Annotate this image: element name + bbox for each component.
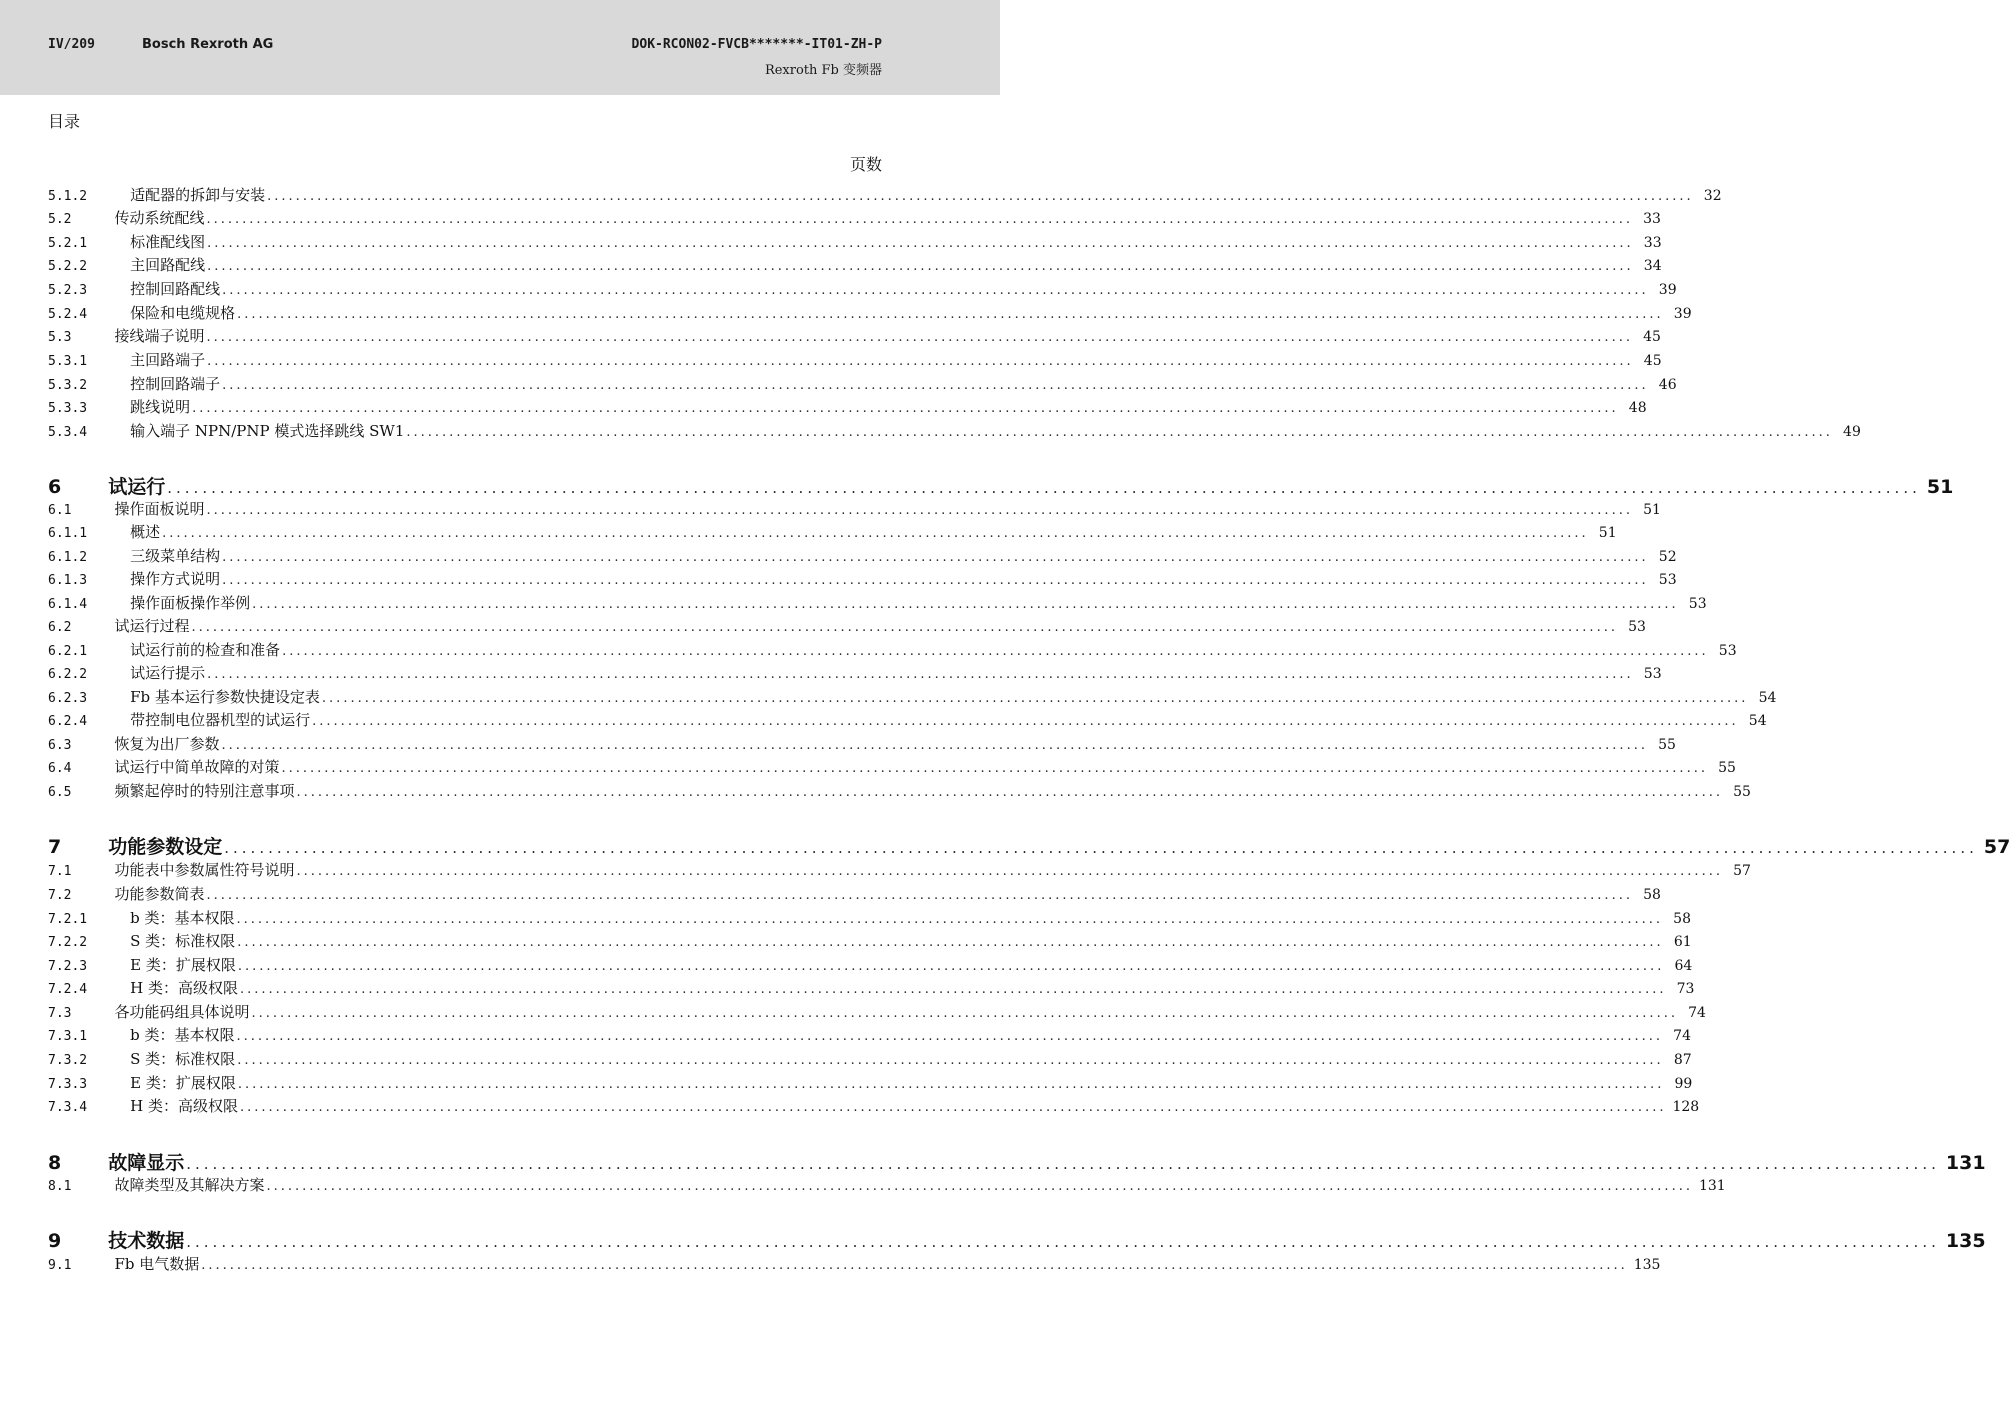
toc-leader-dots: ........................................................................................................................................................................................................ <box>312 714 1739 729</box>
toc-entry[interactable] <box>48 349 1662 371</box>
toc-entry-number: 7.2.4 <box>48 982 88 997</box>
toc-leader-dots: ........................................................................................................................................................................................................ <box>191 620 1618 635</box>
toc-entry-number: 6.4 <box>48 761 72 776</box>
toc-entry[interactable] <box>48 568 1677 590</box>
toc-leader-dots: ........................................................................................................................................................................................................ <box>207 259 1634 274</box>
toc-entry[interactable] <box>48 231 1662 253</box>
toc-entry-title: H 类：高级权限 <box>130 979 238 997</box>
toc-entry[interactable] <box>48 545 1677 567</box>
toc-entry-title: 功能参数简表 <box>114 885 205 903</box>
toc-entry-number: 7.3 <box>48 1006 72 1021</box>
toc-entry-title: S 类：标准权限 <box>130 1050 236 1068</box>
toc-entry-title: 三级菜单结构 <box>130 547 221 565</box>
toc-entry-title: b 类：基本权限 <box>130 1026 235 1044</box>
toc-entry-page: 32 <box>1703 188 1722 204</box>
toc-entry-number: 8.1 <box>48 1179 72 1194</box>
toc-entry-page: 73 <box>1676 981 1695 997</box>
toc-entry-number: 7.2.1 <box>48 912 88 927</box>
toc-entry[interactable] <box>48 1148 1986 1176</box>
toc-entry-page: 53 <box>1688 596 1707 612</box>
toc-entry[interactable] <box>48 1024 1691 1046</box>
toc-entry-number: 7.3.2 <box>48 1053 88 1068</box>
page-column-label: 页数 <box>849 155 882 174</box>
toc-entry[interactable] <box>48 207 1661 229</box>
toc-entry-number: 5.3 <box>48 330 72 345</box>
toc-entry-number: 7.3.4 <box>48 1100 88 1115</box>
toc-entry-number: 7.1 <box>48 864 72 879</box>
toc-leader-dots: ........................................................................................................................................................................................................ <box>192 401 1619 416</box>
toc-entry-page: 39 <box>1658 282 1677 298</box>
toc-leader-dots: ........................................................................................................................................................................................................ <box>321 691 1749 706</box>
toc-entry[interactable] <box>48 592 1707 614</box>
toc-entry-page: 57 <box>1983 836 2010 858</box>
toc-entry-title: E 类：扩展权限 <box>130 956 236 974</box>
toc-leader-dots: ........................................................................................................................................................................................................ <box>251 1006 1678 1021</box>
toc-entry-page: 45 <box>1643 329 1661 345</box>
toc-entry[interactable] <box>48 1253 1661 1275</box>
toc-leader-dots: ........................................................................................................................................................................................................ <box>186 1233 1940 1251</box>
toc-entry-number: 6.2.1 <box>48 644 88 659</box>
toc-entry-title: 试运行提示 <box>130 664 206 682</box>
toc-entry[interactable] <box>48 472 1954 500</box>
toc-entry-number: 7.3.3 <box>48 1077 88 1092</box>
toc-entry-title: 接线端子说明 <box>114 327 205 345</box>
toc-entry-number: 6.2.2 <box>48 667 88 682</box>
toc-entry-title: 功能参数设定 <box>108 836 223 858</box>
toc-leader-dots: ........................................................................................................................................................................................................ <box>282 644 1709 659</box>
toc-title: 目录 <box>48 112 81 131</box>
toc-entry-title: 带控制电位器机型的试运行 <box>130 711 311 729</box>
toc-entry-page: 55 <box>1718 760 1736 776</box>
toc-entry[interactable] <box>48 396 1647 418</box>
toc-entry-page: 131 <box>1698 1178 1726 1194</box>
toc-entry[interactable] <box>48 373 1677 395</box>
toc-entry-page: 48 <box>1628 400 1647 416</box>
toc-leader-dots: ........................................................................................................................................................................................................ <box>222 550 1649 565</box>
toc-entry-number: 7 <box>48 836 62 858</box>
header-company: Bosch Rexroth AG <box>142 37 274 52</box>
toc-leader-dots: ........................................................................................................................................................................................................ <box>206 888 1633 903</box>
toc-leader-dots: ........................................................................................................................................................................................................ <box>221 738 1648 753</box>
toc-entry-page: 49 <box>1843 424 1861 440</box>
toc-entry-page: 46 <box>1658 377 1677 393</box>
toc-entry-number: 7.2 <box>48 888 72 903</box>
toc-entry-title: 频繁起停时的特别注意事项 <box>114 782 295 800</box>
toc-entry-page: 55 <box>1658 737 1676 753</box>
toc-entry[interactable] <box>48 1072 1693 1094</box>
toc-entry[interactable] <box>48 420 1861 442</box>
toc-entry[interactable] <box>48 184 1722 206</box>
header-page-number: IV/209 <box>48 37 95 52</box>
toc-entry[interactable] <box>48 930 1692 952</box>
toc-entry-page: 53 <box>1658 572 1677 588</box>
toc-entry-page: 131 <box>1945 1152 1986 1174</box>
toc-entry-number: 7.2.2 <box>48 935 88 950</box>
toc-entry-title: S 类：标准权限 <box>130 932 236 950</box>
toc-entry-page: 128 <box>1672 1099 1700 1115</box>
toc-entry-page: 33 <box>1643 235 1662 251</box>
toc-entry-title: 技术数据 <box>108 1230 185 1252</box>
toc-leader-dots: ........................................................................................................................................................................................................ <box>237 1053 1664 1068</box>
toc-entry-title: Fb 电气数据 <box>114 1255 200 1273</box>
toc-entry[interactable] <box>48 780 1751 802</box>
toc-entry-page: 45 <box>1643 353 1662 369</box>
toc-entry[interactable] <box>48 1226 1986 1254</box>
toc-entry-page: 74 <box>1673 1028 1691 1044</box>
toc-entry-page: 57 <box>1733 863 1751 879</box>
toc-entry-title: 故障显示 <box>108 1152 185 1174</box>
toc-entry-number: 5.3.2 <box>48 378 88 393</box>
toc-leader-dots: ........................................................................................................................................................................................................ <box>207 354 1634 369</box>
toc-entry[interactable] <box>48 639 1737 661</box>
toc-entry-number: 6.3 <box>48 738 72 753</box>
toc-leader-dots: ........................................................................................................................................................................................................ <box>207 667 1634 682</box>
toc-leader-dots: ........................................................................................................................................................................................................ <box>237 959 1665 974</box>
toc-entry-number: 6.5 <box>48 785 72 800</box>
toc-leader-dots: ........................................................................................................................................................................................................ <box>167 479 1921 497</box>
toc-entry-number: 5.1.2 <box>48 189 88 204</box>
toc-leader-dots: ........................................................................................................................................................................................................ <box>186 1155 1940 1173</box>
toc-leader-dots: ........................................................................................................................................................................................................ <box>236 912 1663 927</box>
toc-entry-number: 5.3.1 <box>48 354 88 369</box>
toc-entry-page: 58 <box>1643 887 1661 903</box>
toc-leader-dots: ........................................................................................................................................................................................................ <box>206 212 1633 227</box>
toc-entry-page: 61 <box>1673 934 1692 950</box>
toc-leader-dots: ........................................................................................................................................................................................................ <box>222 378 1649 393</box>
toc-entry-page: 55 <box>1733 784 1751 800</box>
toc-entry[interactable] <box>48 615 1646 637</box>
toc-leader-dots: ........................................................................................................................................................................................................ <box>201 1258 1628 1273</box>
toc-entry-page: 51 <box>1926 476 1954 498</box>
toc-entry-title: 主回路端子 <box>130 351 206 369</box>
toc-entry-title: 控制回路端子 <box>130 375 221 393</box>
toc-entry-page: 33 <box>1643 211 1661 227</box>
toc-leader-dots: ........................................................................................................................................................................................................ <box>237 1077 1665 1092</box>
toc-entry[interactable] <box>48 521 1617 543</box>
toc-entry[interactable] <box>48 709 1767 731</box>
toc-entry-number: 6.1.1 <box>48 526 88 541</box>
toc-entry-title: 恢复为出厂参数 <box>114 735 220 753</box>
toc-entry-page: 52 <box>1658 549 1677 565</box>
toc-leader-dots: ........................................................................................................................................................................................................ <box>237 935 1664 950</box>
toc-entry[interactable] <box>48 254 1662 276</box>
toc-entry-title: 控制回路配线 <box>130 280 221 298</box>
toc-leader-dots: ........................................................................................................................................................................................................ <box>222 573 1649 588</box>
toc-entry-title: 各功能码组具体说明 <box>114 1003 250 1021</box>
toc-leader-dots: ........................................................................................................................................................................................................ <box>222 283 1649 298</box>
toc-entry-title: 跳线说明 <box>130 398 191 416</box>
toc-entry-number: 9 <box>48 1230 62 1252</box>
toc-leader-dots: ........................................................................................................................................................................................................ <box>240 982 1667 997</box>
toc-entry-title: 输入端子 NPN/PNP 模式选择跳线 SW1 <box>130 422 405 440</box>
toc-entry-number: 6.2.3 <box>48 691 88 706</box>
toc-entry-number: 6.1 <box>48 503 72 518</box>
toc-entry-number: 5.3.3 <box>48 401 88 416</box>
toc-entry-number: 5.3.4 <box>48 425 88 440</box>
toc-leader-dots: ........................................................................................................................................................................................................ <box>224 839 1978 857</box>
toc-entry-page: 64 <box>1674 958 1693 974</box>
toc-entry[interactable] <box>48 662 1662 684</box>
toc-leader-dots: ........................................................................................................................................................................................................ <box>206 330 1633 345</box>
toc-entry-number: 5.2.2 <box>48 259 88 274</box>
toc-entry[interactable] <box>48 1001 1706 1023</box>
toc-entry-title: b 类：基本权限 <box>130 909 235 927</box>
toc-entry-page: 74 <box>1688 1005 1706 1021</box>
toc-entry-title: 试运行 <box>108 476 166 498</box>
toc-entry-number: 6.2.4 <box>48 714 88 729</box>
toc-entry-title: 操作方式说明 <box>130 570 221 588</box>
toc-entry-title: 操作面板说明 <box>114 500 205 518</box>
toc-entry-page: 34 <box>1643 258 1662 274</box>
toc-leader-dots: ........................................................................................................................................................................................................ <box>206 503 1633 518</box>
toc-leader-dots: ........................................................................................................................................................................................................ <box>296 785 1723 800</box>
toc-leader-dots: ........................................................................................................................................................................................................ <box>267 189 1694 204</box>
toc-leader-dots: ........................................................................................................................................................................................................ <box>252 597 1679 612</box>
toc-entry-page: 53 <box>1718 643 1737 659</box>
toc-entry-page: 54 <box>1758 690 1777 706</box>
toc-leader-dots: ........................................................................................................................................................................................................ <box>296 864 1723 879</box>
toc-leader-dots: ........................................................................................................................................................................................................ <box>236 1029 1663 1044</box>
toc-entry-page: 135 <box>1633 1257 1661 1273</box>
toc-entry[interactable] <box>48 1048 1692 1070</box>
toc-leader-dots: ........................................................................................................................................................................................................ <box>406 425 1833 440</box>
toc-entry[interactable] <box>48 859 1751 881</box>
header-document-id: DOK-RCON02-FVCB*******-IT01-ZH-P <box>631 37 882 52</box>
toc-entry-number: 7.3.1 <box>48 1029 88 1044</box>
toc-entry[interactable] <box>48 686 1777 708</box>
toc-entry-page: 58 <box>1673 911 1691 927</box>
toc-entry[interactable] <box>48 832 2010 860</box>
toc-entry-title: 概述 <box>130 523 161 541</box>
toc-entry-title: 保险和电缆规格 <box>130 304 236 322</box>
toc-entry[interactable] <box>48 1174 1726 1196</box>
toc-entry-number: 7.2.3 <box>48 959 88 974</box>
toc-entry-page: 39 <box>1673 306 1692 322</box>
toc-entry-title: E 类：扩展权限 <box>130 1074 236 1092</box>
toc-entry-title: 适配器的拆卸与安装 <box>130 186 266 204</box>
toc-entry-title: 试运行过程 <box>114 617 190 635</box>
toc-leader-dots: ........................................................................................................................................................................................................ <box>281 761 1708 776</box>
toc-entry[interactable] <box>48 733 1676 755</box>
toc-entry-title: 故障类型及其解决方案 <box>114 1176 265 1194</box>
toc-entry-number: 6 <box>48 476 62 498</box>
page-header <box>0 0 1000 95</box>
toc-entry-number: 8 <box>48 1152 62 1174</box>
toc-entry[interactable] <box>48 954 1693 976</box>
toc-entry-number: 5.2 <box>48 212 72 227</box>
toc-entry-page: 87 <box>1673 1052 1692 1068</box>
toc-entry[interactable] <box>48 498 1661 520</box>
toc-entry-title: 试运行前的检查和准备 <box>130 641 281 659</box>
header-product: Rexroth Fb 变频器 <box>764 63 882 78</box>
toc-entry-number: 5.2.4 <box>48 307 88 322</box>
toc-entry-number: 6.2 <box>48 620 72 635</box>
toc-entry-page: 135 <box>1945 1230 1986 1252</box>
toc-entry-number: 6.1.4 <box>48 597 88 612</box>
toc-entry-title: 操作面板操作举例 <box>130 594 251 612</box>
toc-entry[interactable] <box>48 756 1736 778</box>
toc-entry-title: H 类：高级权限 <box>130 1097 238 1115</box>
toc-entry[interactable] <box>48 977 1695 999</box>
toc-entry-number: 6.1.3 <box>48 573 88 588</box>
toc-entry-page: 53 <box>1643 666 1662 682</box>
toc-entry[interactable] <box>48 278 1677 300</box>
toc-entry-page: 51 <box>1598 525 1617 541</box>
toc-leader-dots: ........................................................................................................................................................................................................ <box>237 307 1664 322</box>
toc-entry[interactable] <box>48 325 1661 347</box>
toc-entry-page: 54 <box>1748 713 1767 729</box>
toc-entry-page: 99 <box>1674 1076 1693 1092</box>
toc-entry-number: 6.1.2 <box>48 550 88 565</box>
toc-entry-title: 传动系统配线 <box>114 209 205 227</box>
toc-entry[interactable] <box>48 883 1661 905</box>
toc-entry[interactable] <box>48 907 1691 929</box>
toc-entry-number: 5.2.1 <box>48 236 88 251</box>
toc-entry-number: 5.2.3 <box>48 283 88 298</box>
toc-leader-dots: ........................................................................................................................................................................................................ <box>266 1179 1693 1194</box>
toc-entry-page: 53 <box>1628 619 1646 635</box>
toc-leader-dots: ........................................................................................................................................................................................................ <box>162 526 1589 541</box>
toc-leader-dots: ........................................................................................................................................................................................................ <box>240 1100 1667 1115</box>
toc-entry-title: 主回路配线 <box>130 256 206 274</box>
toc-entry[interactable] <box>48 302 1692 324</box>
toc-entry-title: 功能表中参数属性符号说明 <box>114 861 295 879</box>
toc-entry[interactable] <box>48 1095 1700 1117</box>
toc-entry-title: 标准配线图 <box>130 233 206 251</box>
toc-entry-number: 9.1 <box>48 1258 72 1273</box>
toc-entry-title: Fb 基本运行参数快捷设定表 <box>130 688 320 706</box>
toc-leader-dots: ........................................................................................................................................................................................................ <box>207 236 1634 251</box>
toc-entry-page: 51 <box>1643 502 1661 518</box>
toc-entry-title: 试运行中简单故障的对策 <box>114 758 280 776</box>
